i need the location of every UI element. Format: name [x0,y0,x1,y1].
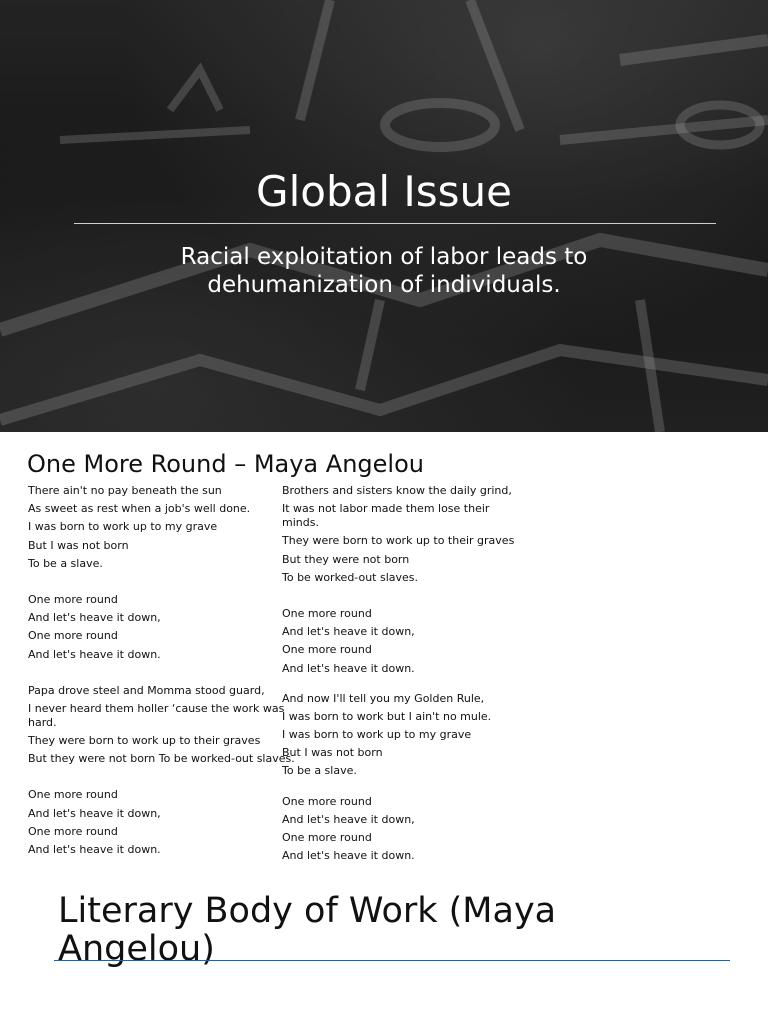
stanza [28,684,300,767]
poem-line: They were born to work up to their graves [28,734,261,748]
poem-line: As sweet as rest when a job's well done. [28,502,251,516]
poem-line: There ain't no pay beneath the sun [28,484,222,497]
poem-line: I was born to work but I ain't no mule. [282,709,492,723]
poem-line: Papa drove steel and Momma stood guard, [28,683,265,697]
slide-title: Global Issue [256,167,512,216]
stanza [282,607,532,676]
subtitle-line-1: Racial exploitation of labor leads to [180,244,588,270]
poem-line: And let's heave it down, [282,812,415,826]
poem-line: I was born to work up to my grave [28,520,218,534]
poem-line: It was not labor made them lose their minds. [282,502,490,530]
poem-line: But I was not born [282,746,383,760]
poem-line: And let's heave it down, [28,806,161,820]
stanza [282,484,532,585]
stanza [28,788,300,857]
slide-subtitle [0,243,768,299]
poem-line: And let's heave it down, [28,611,161,625]
poem-line: And let's heave it down. [28,647,161,661]
stanza [28,484,300,571]
poem-line: But they were not born To be worked-out slaves. [28,752,295,766]
slide3-title [58,892,698,968]
poem-line: I was born to work up to my grave [282,728,472,742]
slide3-divider [54,960,730,961]
poem-line: One more round [28,629,118,643]
poem-column-right [282,484,532,867]
poem-line: They were born to work up to their graves [282,534,515,548]
subtitle-line-2: dehumanization of individuals. [207,272,561,298]
slide3-title-line-2: Angelou) [58,929,215,969]
title-slide [0,0,768,432]
poem-line: And let's heave it down. [282,661,415,675]
poem-line: One more round [282,606,372,620]
poem-line: One more round [282,643,372,657]
title-divider [74,223,716,224]
poem-line: Brothers and sisters know the daily grind, [282,484,512,497]
poem-line: And let's heave it down. [282,849,415,863]
slide3-title-line-1: Literary Body of Work (Maya [58,891,557,931]
poem-line: And let's heave it down, [282,625,415,639]
poem-line: To be a slave. [282,764,357,778]
poem-title: One More Round – Maya Angelou [27,450,424,478]
poem-line: One more round [28,592,118,606]
poem-line: One more round [282,794,372,808]
stanza [282,795,532,864]
poem-line: And let's heave it down. [28,843,161,856]
stanza [28,593,300,662]
poem-line: And now I'll tell you my Golden Rule, [282,691,485,705]
poem-line: To be worked-out slaves. [282,570,419,584]
poem-line: I never heard them holler ‘cause the work was hard. [28,701,285,729]
poem-line: But I was not born [28,538,129,552]
poem-line: To be a slave. [28,556,103,570]
poem-line: One more round [282,831,372,844]
stanza [282,692,532,779]
poem-line: One more round [28,788,118,802]
poem-column-left [28,484,300,861]
poem-line: One more round [28,824,118,838]
poem-line: But they were not born [282,552,410,566]
